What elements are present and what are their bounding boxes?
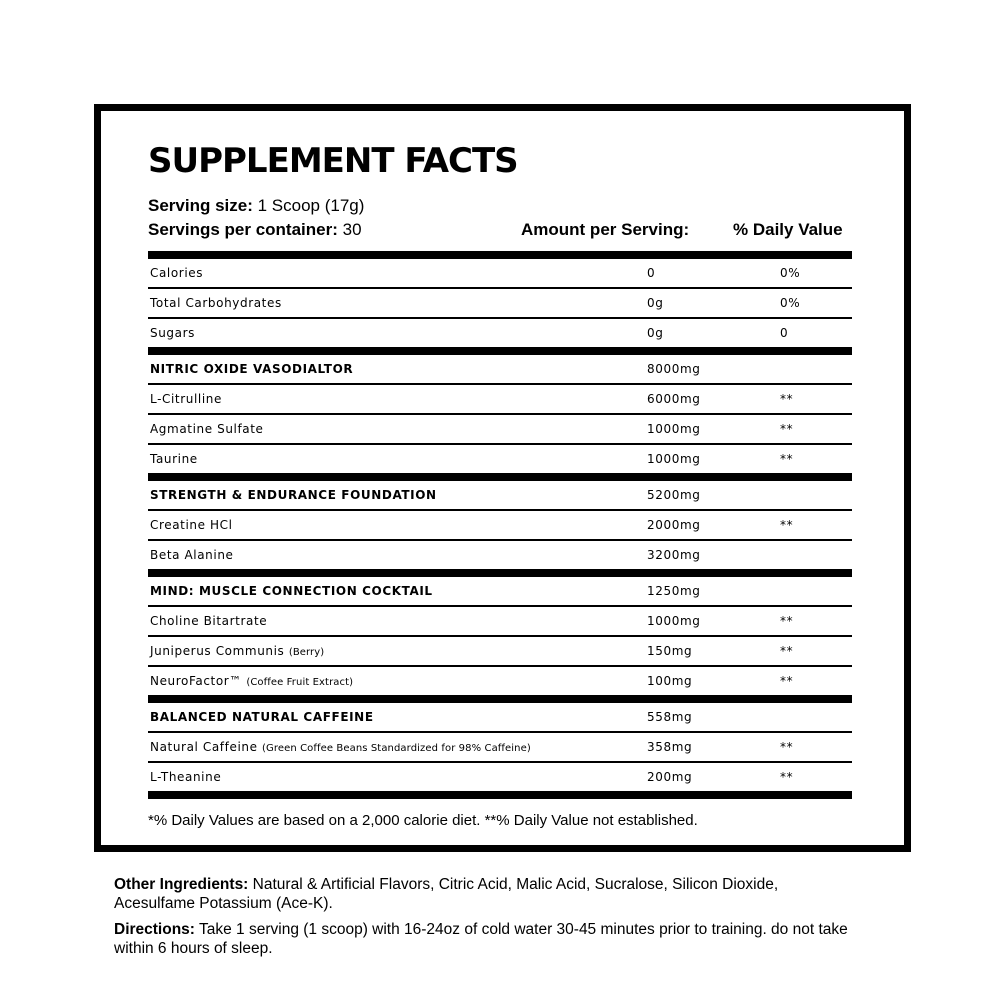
- ingredient-name: [150, 415, 264, 443]
- amount-value: 358mg: [647, 740, 693, 754]
- daily-value: **: [780, 518, 794, 532]
- servings-per-container: [148, 219, 362, 241]
- ingredient-name: [150, 385, 222, 413]
- amount-value: 1250mg: [647, 584, 701, 598]
- servings-label: Servings per container:: [148, 220, 338, 239]
- table-row: [148, 667, 852, 695]
- ingredient-name-text: Agmatine Sulfate: [150, 422, 264, 436]
- ingredient-name: [150, 637, 324, 667]
- amount-value: 1000mg: [647, 422, 701, 436]
- supplement-facts-panel: [94, 104, 911, 852]
- serving-size: [148, 195, 364, 217]
- table-row: [148, 259, 852, 287]
- ingredient-name: [150, 511, 233, 539]
- daily-value: **: [780, 392, 794, 406]
- ingredient-name-text: Beta Alanine: [150, 548, 234, 562]
- daily-value: **: [780, 452, 794, 466]
- ingredient-name-text: Total Carbohydrates: [150, 296, 282, 310]
- thick-divider: [148, 473, 852, 481]
- thick-divider: [148, 791, 852, 799]
- table-row: [148, 637, 852, 665]
- directions-label: Directions:: [114, 921, 195, 938]
- amount-value: 558mg: [647, 710, 693, 724]
- other-ingredients: [114, 875, 854, 913]
- table-row: [148, 319, 852, 347]
- servings-value: 30: [342, 220, 362, 239]
- other-ingredients-text: Natural & Artificial Flavors, Citric Acid, Malic Acid, Sucralose, Silicon Dioxide, Acesulfame Potassium (Ace-K).: [114, 876, 779, 912]
- daily-value: **: [780, 422, 794, 436]
- ingredient-name-text: L-Theanine: [150, 770, 222, 784]
- ingredient-name-text: MIND: MUSCLE CONNECTION COCKTAIL: [150, 584, 433, 598]
- ingredient-name: [150, 733, 531, 763]
- ingredient-name: [150, 289, 282, 317]
- ingredient-name: [150, 259, 203, 287]
- ingredient-name-text: NITRIC OXIDE VASODIALTOR: [150, 362, 354, 376]
- thick-divider: [148, 347, 852, 355]
- ingredient-name: [150, 607, 267, 635]
- table-row: [148, 385, 852, 413]
- ingredient-name: [150, 481, 437, 509]
- ingredient-name: [150, 667, 353, 697]
- amount-value: 8000mg: [647, 362, 701, 376]
- table-row: [148, 763, 852, 791]
- amount-value: 150mg: [647, 644, 693, 658]
- ingredient-name-text: Juniperus Communis: [150, 644, 285, 658]
- panel-title: SUPPLEMENT FACTS: [148, 141, 518, 181]
- ingredient-name-text: Choline Bitartrate: [150, 614, 268, 628]
- ingredient-name-text: Sugars: [150, 326, 195, 340]
- serving-size-value: 1 Scoop (17g): [257, 196, 365, 215]
- amount-value: 1000mg: [647, 614, 701, 628]
- ingredient-name-text: Natural Caffeine: [150, 740, 258, 754]
- ingredient-name-text: Taurine: [150, 452, 198, 466]
- other-ingredients-label: Other Ingredients:: [114, 876, 249, 893]
- amount-value: 2000mg: [647, 518, 701, 532]
- table-row: [148, 415, 852, 443]
- ingredient-name-text: L-Citrulline: [150, 392, 222, 406]
- amount-column-header: Amount per Serving:: [521, 220, 690, 239]
- daily-value: **: [780, 614, 794, 628]
- daily-value: **: [780, 770, 794, 784]
- daily-value-column-header: % Daily Value: [733, 220, 843, 239]
- daily-value: **: [780, 674, 794, 688]
- serving-size-label: Serving size:: [148, 196, 253, 215]
- ingredient-name-text: Calories: [150, 266, 204, 280]
- table-row: [148, 541, 852, 569]
- daily-value: **: [780, 740, 794, 754]
- thick-divider: [148, 569, 852, 577]
- group-header-row: [148, 577, 852, 605]
- ingredient-name: [150, 445, 198, 473]
- amount-value: 0: [647, 266, 656, 280]
- amount-value: 100mg: [647, 674, 693, 688]
- group-header-row: [148, 481, 852, 509]
- table-row: [148, 733, 852, 761]
- daily-value: 0%: [780, 266, 801, 280]
- ingredient-name: [150, 319, 195, 347]
- ingredient-name: [150, 355, 353, 383]
- directions: [114, 920, 854, 958]
- ingredient-note: (Berry): [288, 647, 325, 658]
- table-row: [148, 289, 852, 317]
- amount-value: 6000mg: [647, 392, 701, 406]
- amount-value: 0g: [647, 296, 664, 310]
- ingredient-name-text: BALANCED NATURAL CAFFEINE: [150, 710, 374, 724]
- facts-table: [148, 251, 852, 799]
- ingredient-name-text: Creatine HCl: [150, 518, 233, 532]
- table-row: [148, 511, 852, 539]
- group-header-row: [148, 703, 852, 731]
- amount-value: 3200mg: [647, 548, 701, 562]
- ingredient-name: [150, 541, 234, 569]
- amount-value: 5200mg: [647, 488, 701, 502]
- daily-value: **: [780, 644, 794, 658]
- ingredient-name-text: NeuroFactor™: [150, 674, 242, 688]
- table-row: [148, 445, 852, 473]
- thick-divider: [148, 251, 852, 259]
- directions-text: Take 1 serving (1 scoop) with 16-24oz of cold water 30-45 minutes prior to training. do not take within 6 hours of sleep.: [114, 921, 848, 957]
- group-header-row: [148, 355, 852, 383]
- daily-value: 0: [780, 326, 789, 340]
- amount-value: 0g: [647, 326, 664, 340]
- ingredient-name: [150, 577, 433, 605]
- daily-value: 0%: [780, 296, 801, 310]
- ingredient-note: (Coffee Fruit Extract): [246, 677, 354, 688]
- ingredient-name: [150, 763, 221, 791]
- ingredient-note: (Green Coffee Beans Standardized for 98% Caffeine): [262, 743, 531, 754]
- amount-value: 1000mg: [647, 452, 701, 466]
- table-row: [148, 607, 852, 635]
- footnote: *% Daily Values are based on a 2,000 calorie diet. **% Daily Value not established.: [148, 812, 698, 829]
- ingredient-name: [150, 703, 374, 731]
- ingredient-name-text: STRENGTH & ENDURANCE FOUNDATION: [150, 488, 437, 502]
- amount-value: 200mg: [647, 770, 693, 784]
